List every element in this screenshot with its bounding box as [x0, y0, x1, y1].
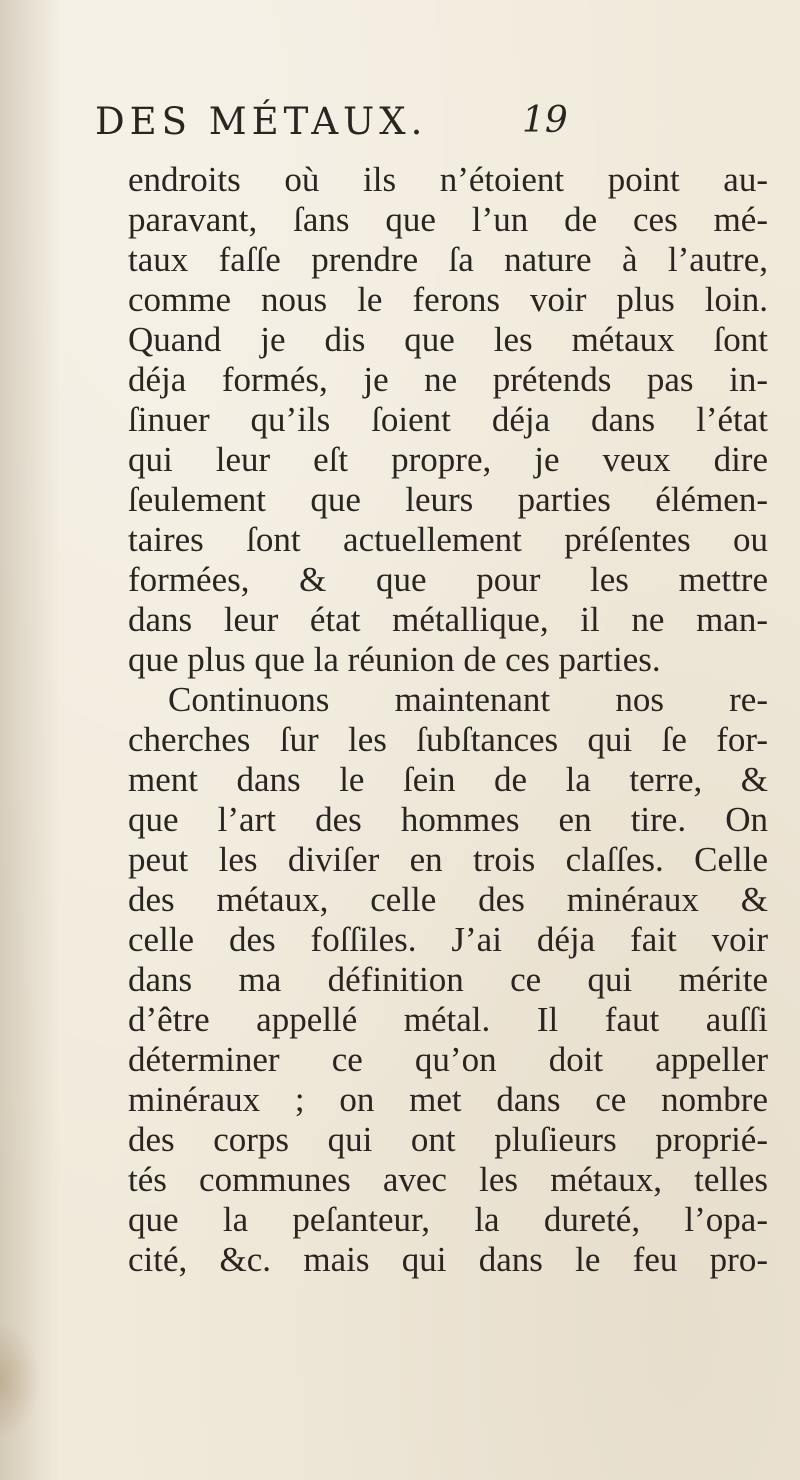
text-line: des métaux, celle des minéraux & [128, 880, 768, 919]
text-line: cherches ſur les ſubſtances qui ſe for- [128, 720, 768, 759]
text-line: minéraux ; on met dans ce nombre [128, 1080, 768, 1119]
running-header [95, 100, 575, 160]
running-title: DES MÉTAUX. [95, 100, 428, 143]
paragraph-start-line: Continuons maintenant nos re- [168, 680, 768, 719]
text-line: que l’art des hommes en tire. On [128, 800, 768, 839]
text-line: ſeulement que leurs parties élémen- [128, 480, 768, 519]
page-number: 19 [522, 100, 568, 141]
text-line: paravant, ſans que l’un de ces mé- [128, 200, 768, 239]
text-line: comme nous le ferons voir plus loin. [128, 280, 768, 319]
text-line: dans leur état métallique, il ne man- [128, 600, 768, 639]
text-line: déja formés, je ne prétends pas in- [128, 360, 768, 399]
text-line: celle des foſſiles. J’ai déja fait voir [128, 920, 768, 959]
gutter-shadow [0, 0, 60, 1480]
text-line: taux faſſe prendre ſa nature à l’autre, [128, 240, 768, 279]
text-line: cité, &c. mais qui dans le feu pro- [128, 1240, 768, 1279]
text-line: des corps qui ont pluſieurs proprié- [128, 1120, 768, 1159]
text-line: déterminer ce qu’on doit appeller [128, 1040, 768, 1079]
text-line: ſinuer qu’ils ſoient déja dans l’état [128, 400, 768, 439]
text-line: Quand je dis que les métaux ſont [128, 320, 768, 359]
text-line: tés communes avec les métaux, telles [128, 1160, 768, 1199]
text-line: que la peſanteur, la dureté, l’opa- [128, 1200, 768, 1239]
text-line: endroits où ils n’étoient point au- [128, 160, 768, 199]
text-line: taires ſont actuellement préſentes ou [128, 520, 768, 559]
paper-stain [0, 1320, 40, 1440]
text-line: formées, & que pour les mettre [128, 560, 768, 599]
text-line: qui leur eſt propre, je veux dire [128, 440, 768, 479]
text-line: d’être appellé métal. Il faut auſſi [128, 1000, 768, 1039]
text-line: que plus que la réunion de ces parties. [128, 640, 661, 679]
text-line: ment dans le ſein de la terre, & [128, 760, 768, 799]
text-line: dans ma définition ce qui mérite [128, 960, 768, 999]
text-line: peut les diviſer en trois claſſes. Celle [128, 840, 768, 879]
body-text [128, 160, 768, 1280]
